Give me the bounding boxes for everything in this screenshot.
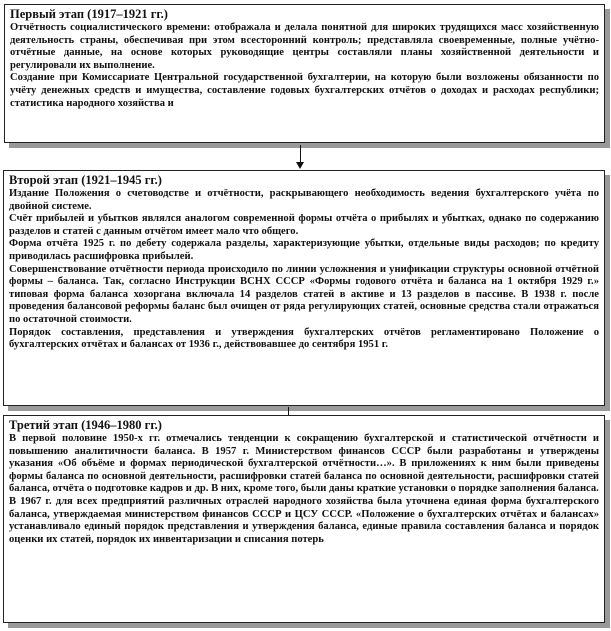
stage-2-title: Второй этап (1921–1945 гг.) xyxy=(9,173,162,187)
stage-3-paragraph: В первой половине 1950-х гг. отмечались тенденции к сокращению бухгалтерской и статистической отчётности и повышению аналитичности баланса. В 1957 г. Министерством финансов СССР были разработаны и утверждены указания «Об объёме и формах периодической бухгалтерской отчётности…». В приложениях к ним были приведены формы баланса по основной деятельности, расшифровки статей баланса по основной деятельности, расшифровки статей баланса, отчёта о подготовке кадров и др. В них, кроме того, были даны краткие установки о порядке заполнения баланса. xyxy=(9,433,599,495)
stage-1-title: Первый этап (1917–1921 гг.) xyxy=(10,7,168,21)
stage-2-paragraph: Порядок составления, представления и утверждения бухгалтерских отчётов регламентировано Положение о бухгалтерских отчётах и балансах от 1936 г., действовавшее до сентября 1951 г. xyxy=(9,326,599,351)
stage-2-paragraph: Издание Положения о счетоводстве и отчётности, раскрывающего необходимость ведения бухгалтерского учёта по двойной системе. xyxy=(9,188,599,212)
stage-3-paragraph: В 1967 г. для всех предприятий различных отраслей народного хозяйства была уточнена единая форма бухгалтерского баланса, утверждаемая министерством финансов СССР и ЦСУ СССР. «Положение о бухгалтерских отчётах и балансах» устанавливало единый порядок представления и утверждения баланса, единые правила составления баланса и порядок оценки их статей, порядок их инвентаризации и списания потерь xyxy=(9,495,599,545)
stage-1-box xyxy=(4,4,605,143)
stage-2-paragraph: Совершенствование отчётности периода происходило по линии усложнения и унификации структуры основной отчётной формы – баланса. Так, согласно Инструкции ВСНХ СССР «Формы годового отчёта и баланса на 1 октября 1929 г.» типовая форма баланса хозоргана включала 14 разделов статей в активе и 13 разделов в пассиве. В 1938 г. после проведения балансовой реформы баланс был очищен от ряда регулирующих статей, основные средства стали отражаться по остаточной стоимости. xyxy=(9,263,599,325)
stage-3-box xyxy=(3,415,605,623)
stage-2-paragraph: Форма отчёта 1925 г. по дебету содержала разделы, характеризующие убытки, отдельные виды расходов; по кредиту приводилась расшифровка прибылей. xyxy=(9,238,599,262)
stage-3-title: Третий этап (1946–1980 гг.) xyxy=(9,418,162,432)
stage-1-paragraph: Отчётность социалистического времени: отображала и делала понятной для широких трудящихся масс хозяйственную деятельность страны, обеспечивая при этом всесторонний контроль; представляла своевременные, полные учётно-отчётные данные, на основе которых руководящие центры составляли планы хозяйственной деятельности и регулировали их выполнение. xyxy=(10,22,599,71)
stage-2-box xyxy=(3,170,605,406)
stage-2-paragraph: Счёт прибылей и убытков являлся аналогом современной формы отчёта о прибылях и убытках, однако по содержанию разделов и статей с данным отчётом имеет мало что общего. xyxy=(9,213,599,237)
stage-1-paragraph: Создание при Комиссариате Центральной государственной бухгалтерии, на которую были возложены обязанности по учёту денежных средств и имущества, составление годовых бухгалтерских отчётов о доходах и расходах республики; статистика народного хозяйства и xyxy=(10,72,599,109)
